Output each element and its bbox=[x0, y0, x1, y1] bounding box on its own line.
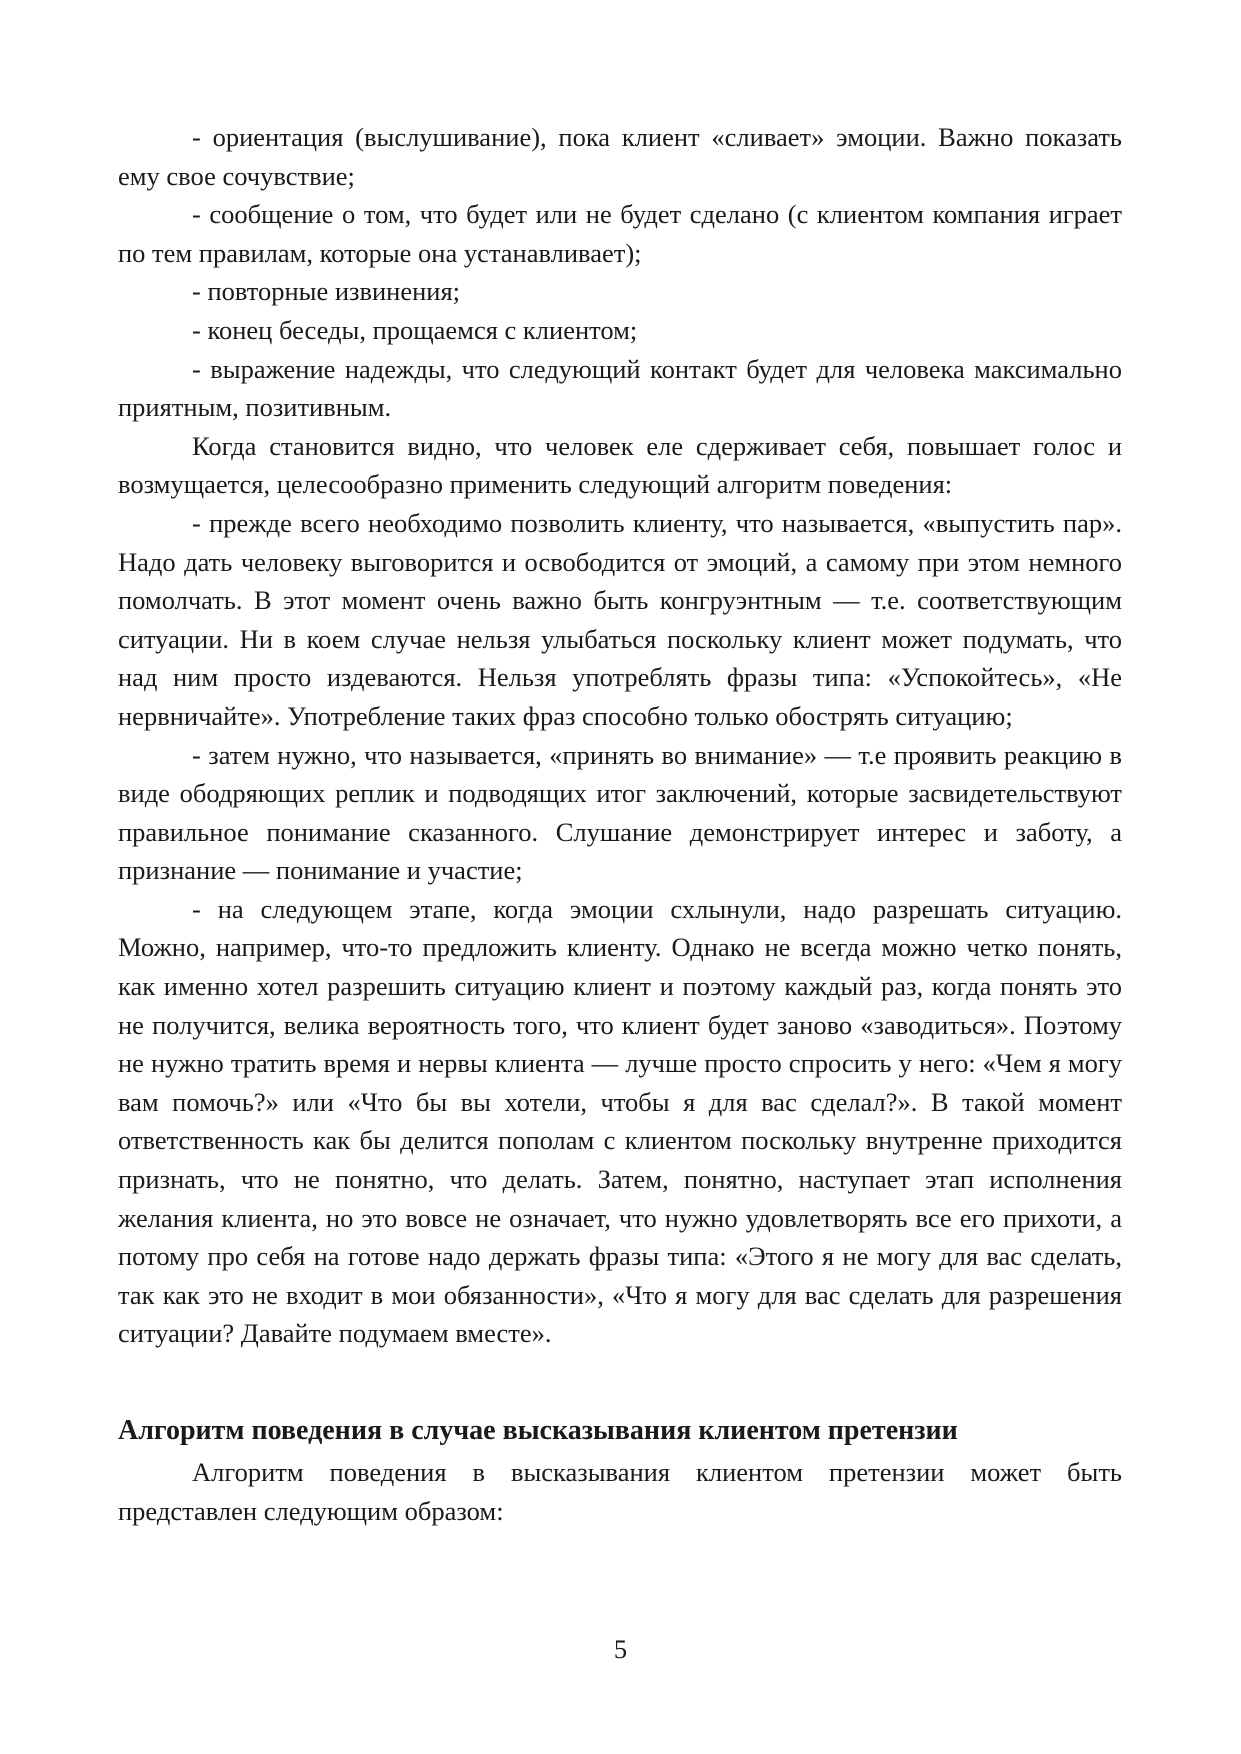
list-item-farewell: - конец беседы, прощаемся с клиентом; bbox=[192, 314, 638, 345]
list-item-orientation: - ориентация (выслушивание), пока клиент «сливает» эмоции. Важно показать ему свое сочувствие; bbox=[118, 122, 1122, 191]
section-heading: Алгоритм поведения в случае высказывания клиентом претензии bbox=[118, 1415, 958, 1446]
body-paragraph-intro: Когда становится видно, что человек еле сдерживает себя, повышает голос и возмущается, целесообразно применить следующий алгоритм поведения: bbox=[118, 430, 1122, 500]
list-item-acknowledge: - затем нужно, что называется, «принять во внимание» — т.е проявить реакцию в виде ободряющих реплик и подводящих итог заключений, которые засвидетельствуют правильное понимание сказанного. Слушание демонстрирует интерес и заботу, а признание — понимание и участие; bbox=[118, 739, 1122, 886]
list-item-hope: - выражение надежды, что следующий контакт будет для человека максимально приятным, позитивным. bbox=[118, 353, 1122, 423]
page-number: 5 bbox=[613, 1634, 628, 1664]
page-content bbox=[118, 118, 1122, 1530]
list-item-apology: - повторные извинения; bbox=[192, 276, 461, 307]
list-item-message: - сообщение о том, что будет или не будет сделано (с клиентом компания играет по тем правилам, которые она устанавливает); bbox=[118, 199, 1122, 268]
list-item-let-off-steam: - прежде всего необходимо позволить клиенту, что называется, «выпустить пар». Надо дать человеку выговорится и освободится от эмоций, а самому при этом немного помолчать. В этот момент очень важно быть конгруэнтным — т.е. соответствующим ситуации. Ни в коем случае нельзя улыбаться поскольку клиент может подумать, что над ним просто издеваются. Нельзя употреблять фразы типа: «Успокойтесь», «Не нервничайте». Употребление таких фраз способно только обострять ситуацию; bbox=[118, 507, 1122, 731]
list-item-resolve: - на следующем этапе, когда эмоции схлынули, надо разрешать ситуацию. Можно, например, что-то предложить клиенту. Однако не всегда можно четко понять, как именно хотел разрешить ситуацию клиент и поэтому каждый раз, когда понять это не получится, велика вероятность того, что клиент будет заново «заводиться». Поэтому не нужно тратить время и нервы клиента — лучше просто спросить у него: «Чем я могу вам помочь?» или «Что бы вы хотели, чтобы я для вас сделал?». В такой момент ответственность как бы делится пополам с клиентом поскольку внутренне приходится признать, что не понятно, что делать. Затем, понятно, наступает этап исполнения желания клиента, но это вовсе не означает, что нужно удовлетворять все его прихоти, а потому про себя на готове надо держать фразы типа: «Этого я не могу для вас сделать, так как это не входит в мои обязанности», «Что я могу для вас сделать для разрешения ситуации? Давайте подумаем вместе». bbox=[118, 893, 1122, 1349]
section-paragraph: Алгоритм поведения в высказывания клиентом претензии может быть представлен следующим образом: bbox=[118, 1457, 1122, 1526]
